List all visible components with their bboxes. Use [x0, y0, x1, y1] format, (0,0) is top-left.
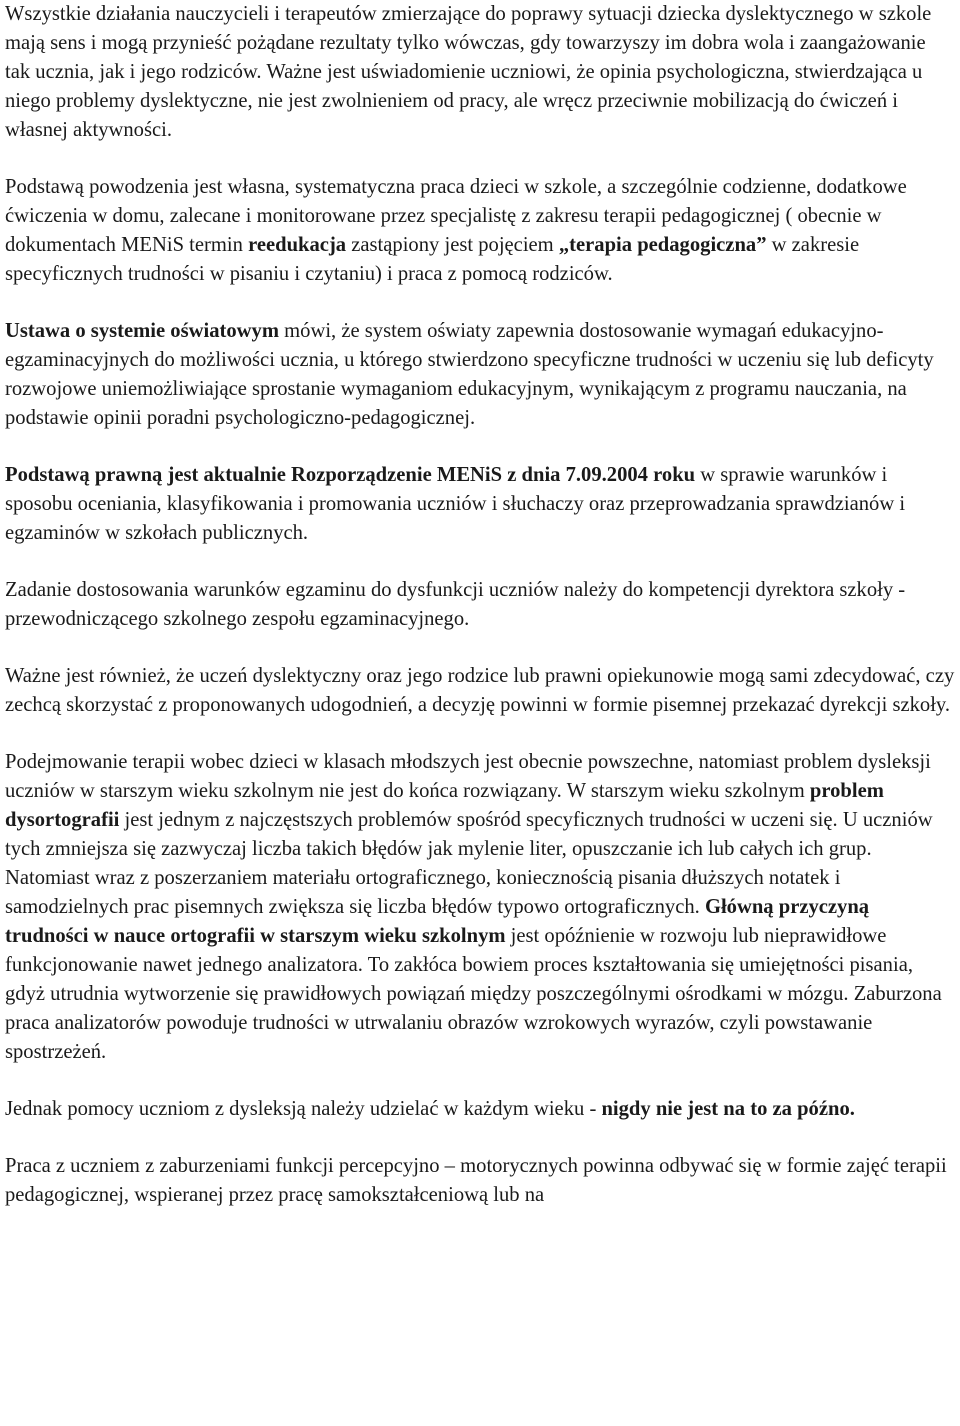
paragraph-9-text: Praca z uczniem z zaburzeniami funkcji percepcyjno – motorycznych powinna odbywać się w formie zajęć terapii pedagogicznej, wspieranej przez pracę samokształceniową lub na	[5, 1155, 947, 1206]
paragraph-8-text: Jednak pomocy uczniom z dysleksją należy udzielać w każdym wieku -	[5, 1098, 602, 1120]
paragraph-7-text-c: jest opóźnienie w rozwoju lub nieprawidłowe funkcjonowanie nawet jednego analizatora. To zakłóca bowiem proces kształtowania się umiejętności pisania, gdyż utrudnia wytworzenie się prawidłowych powiązań między poszczególnymi ośrodkami w mózgu. Zaburzona praca analizatorów powoduje trudności w utrwalaniu obrazów wzrokowych wyrazów, czyli powstawanie spostrzeżeń.	[5, 925, 942, 1063]
law-name-ustawa: Ustawa o systemie oświatowym	[5, 320, 279, 342]
paragraph-1-text: Wszystkie działania nauczycieli i terapeutów zmierzające do poprawy sytuacji dziecka dyslektycznego w szkole mają sens i mogą przynieść pożądane rezultaty tylko wówczas, gdy towarzyszy im dobra wola i zaangażowanie tak ucznia, jak i jego rodziców. Ważne jest uświadomienie uczniowi, że opinia psychologiczna, stwierdzająca u niego problemy dyslektyczne, nie jest zwolnieniem od pracy, ale wręcz przeciwnie mobilizacją do ćwiczeń i własnej aktywności.	[5, 3, 932, 141]
paragraph-3	[5, 317, 955, 433]
paragraph-2-text-b: zastąpiony jest pojęciem	[346, 234, 559, 256]
document-page	[5, 0, 955, 1238]
paragraph-9	[5, 1152, 955, 1210]
paragraph-7-text-b: jest jednym z najczęstszych problemów spośród specyficznych trudności w uczeni się. U uczniów tych zmniejsza się zazwyczaj liczba takich błędów jak mylenie liter, opuszczanie ich lub całych ich grup. Natomiast wraz z poszerzaniem materiału ortograficznego, koniecznością pisania dłuższych notatek i samodzielnych prac pisemnych zwiększa się liczba błędów typowo ortograficznych.	[5, 809, 933, 918]
paragraph-6	[5, 662, 955, 720]
paragraph-8	[5, 1095, 955, 1124]
paragraph-6-text: Ważne jest również, że uczeń dyslektyczny oraz jego rodzice lub prawni opiekunowie mogą sami zdecydować, czy zechcą skorzystać z proponowanych udogodnień, a decyzję powinni w formie pisemnej przekazać dyrekcji szkoły.	[5, 665, 955, 716]
legal-basis-heading: Podstawą prawną jest aktualnie Rozporządzenie MENiS z dnia 7.09.2004 roku	[5, 464, 696, 486]
paragraph-2	[5, 173, 955, 289]
paragraph-7-text-a: Podejmowanie terapii wobec dzieci w klasach młodszych jest obecnie powszechne, natomiast problem dysleksji uczniów w starszym wieku szkolnym nie jest do końca rozwiązany. W starszym wieku szkolnym	[5, 751, 931, 802]
paragraph-5-text: Zadanie dostosowania warunków egzaminu do dysfunkcji uczniów należy do kompetencji dyrektora szkoły - przewodniczącego szkolnego zespołu egzaminacyjnego.	[5, 579, 906, 630]
paragraph-4-text: w sprawie warunków i sposobu oceniania, klasyfikowania i promowania uczniów i słuchaczy oraz przeprowadzania sprawdzianów i egzaminów w szkołach publicznych.	[5, 464, 906, 544]
paragraph-1	[5, 0, 955, 145]
never-too-late-statement: nigdy nie jest na to za późno.	[601, 1098, 855, 1120]
paragraph-2-text-c: w zakresie specyficznych trudności w pisaniu i czytaniu) i praca z pomocą rodziców.	[5, 234, 860, 285]
paragraph-7	[5, 748, 955, 1067]
paragraph-4	[5, 461, 955, 548]
term-problem-dysortografii: problem dysortografii	[5, 780, 884, 831]
main-cause-statement: Główną przyczyną trudności w nauce ortografii w starszym wieku szkolnym	[5, 896, 870, 947]
paragraph-2-text-a: Podstawą powodzenia jest własna, systematyczna praca dzieci w szkole, a szczególnie codzienne, dodatkowe ćwiczenia w domu, zalecane i monitorowane przez specjalistę z zakresu terapii pedagogicznej ( obecnie w dokumentach MENiS termin	[5, 176, 907, 256]
term-reedukacja: reedukacja	[248, 234, 347, 256]
paragraph-3-text: mówi, że system oświaty zapewnia dostosowanie wymagań edukacyjno-egzaminacyjnych do możliwości ucznia, u którego stwierdzono specyficzne trudności w uczeniu się lub deficyty rozwojowe uniemożliwiające sprostanie wymaganiom edukacyjnym, wynikającym z programu nauczania, na podstawie opinii poradni psychologiczno-pedagogicznej.	[5, 320, 934, 429]
paragraph-5	[5, 576, 955, 634]
term-terapia-pedagogiczna: „terapia pedagogiczna”	[558, 234, 767, 256]
